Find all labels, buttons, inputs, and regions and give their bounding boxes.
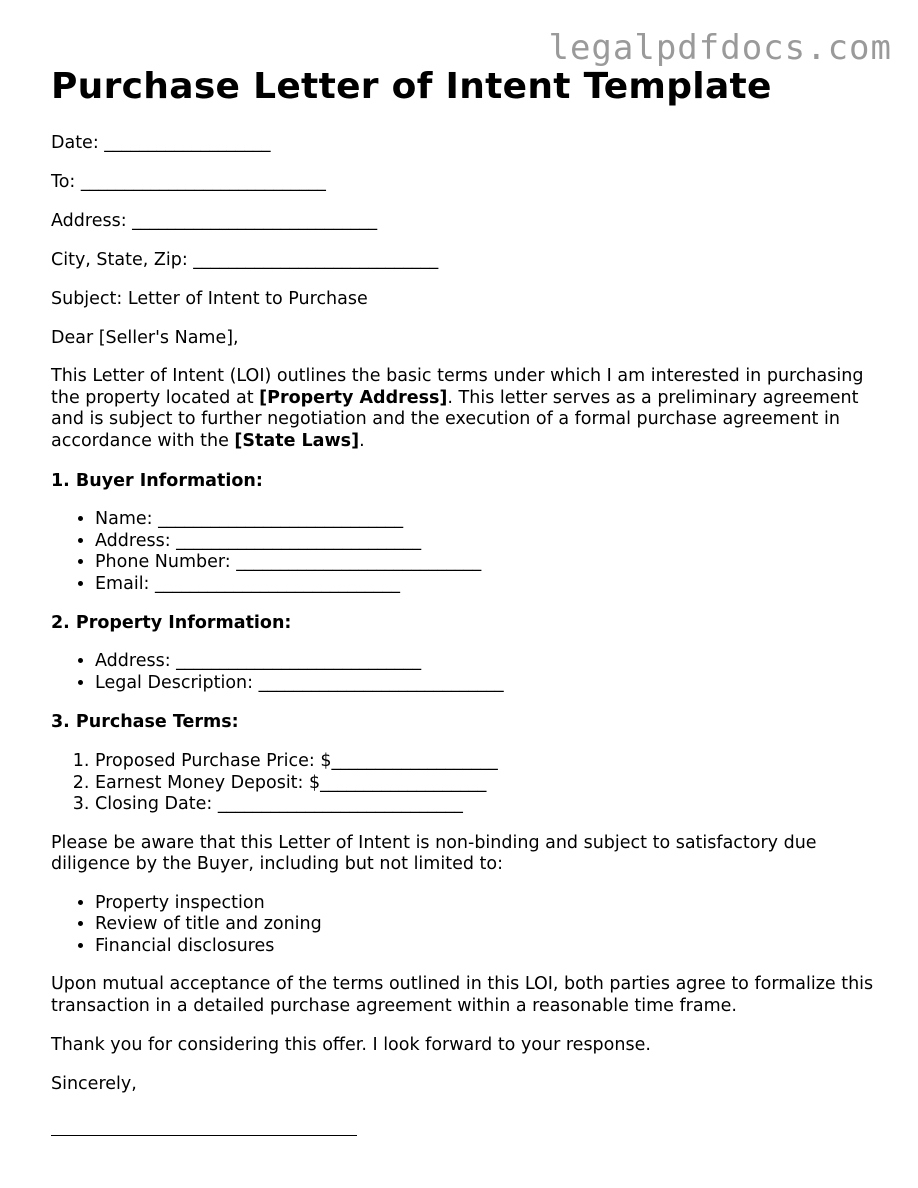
- state-laws-placeholder: [State Laws]: [234, 430, 360, 451]
- closing-line: Sincerely,: [51, 1074, 137, 1094]
- purchase-terms-list: [51, 751, 881, 816]
- document-title: Purchase Letter of Intent Template: [51, 66, 772, 107]
- address-field: Address: ____________________________: [51, 211, 378, 231]
- thanks-line: Thank you for considering this offer. I look forward to your response.: [51, 1035, 651, 1055]
- buyer-info-list: [51, 509, 881, 595]
- watermark-text: legalpdfdocs.com: [548, 28, 892, 68]
- document-page: [51, 64, 881, 1136]
- greeting: Dear [Seller's Name],: [51, 328, 239, 348]
- list-item: • Phone Number: ____________________________: [95, 552, 881, 574]
- list-item: • Review of title and zoning: [95, 914, 881, 936]
- property-info-heading: 2. Property Information:: [51, 613, 292, 633]
- list-item: • Address: ____________________________: [95, 531, 881, 553]
- property-address-placeholder: [Property Address]: [259, 387, 448, 408]
- intro-text-3: .: [359, 430, 365, 451]
- to-field: To: ____________________________: [51, 172, 326, 192]
- list-item: • Legal Description: ____________________________: [95, 673, 881, 695]
- property-info-list: [51, 651, 881, 694]
- list-item: • Name: ____________________________: [95, 509, 881, 531]
- due-diligence-list: [51, 893, 881, 958]
- list-item: 2. Earnest Money Deposit: $___________________: [95, 773, 881, 795]
- list-item: • Property inspection: [95, 893, 881, 915]
- subject-line: Subject: Letter of Intent to Purchase: [51, 289, 368, 309]
- list-item: • Financial disclosures: [95, 936, 881, 958]
- purchase-terms-heading: 3. Purchase Terms:: [51, 712, 239, 732]
- list-item: • Address: ____________________________: [95, 651, 881, 673]
- acceptance-paragraph: Upon mutual acceptance of the terms outlined in this LOI, both parties agree to formalize this transaction in a detailed purchase agreement within a reasonable time frame.: [51, 974, 874, 1016]
- list-item: 1. Proposed Purchase Price: $___________________: [95, 751, 881, 773]
- list-item: • Email: ____________________________: [95, 574, 881, 596]
- intro-text-2: . This letter serves as a preliminary agreement and is subject to further negotiation and the execution of a formal purchase agreement in accordance with the: [51, 387, 859, 451]
- buyer-info-heading: 1. Buyer Information:: [51, 471, 263, 491]
- signature-line: [51, 1134, 357, 1136]
- date-field: Date: ___________________: [51, 133, 271, 153]
- nonbinding-paragraph: Please be aware that this Letter of Intent is non-binding and subject to satisfactory due diligence by the Buyer, including but not limited to:: [51, 832, 817, 874]
- city-state-zip-field: City, State, Zip: ____________________________: [51, 250, 439, 270]
- list-item: 3. Closing Date: ____________________________: [95, 794, 881, 816]
- intro-text-1: This Letter of Intent (LOI) outlines the basic terms under which I am interested in purchasing the property located at: [51, 366, 864, 408]
- intro-paragraph: [51, 366, 881, 452]
